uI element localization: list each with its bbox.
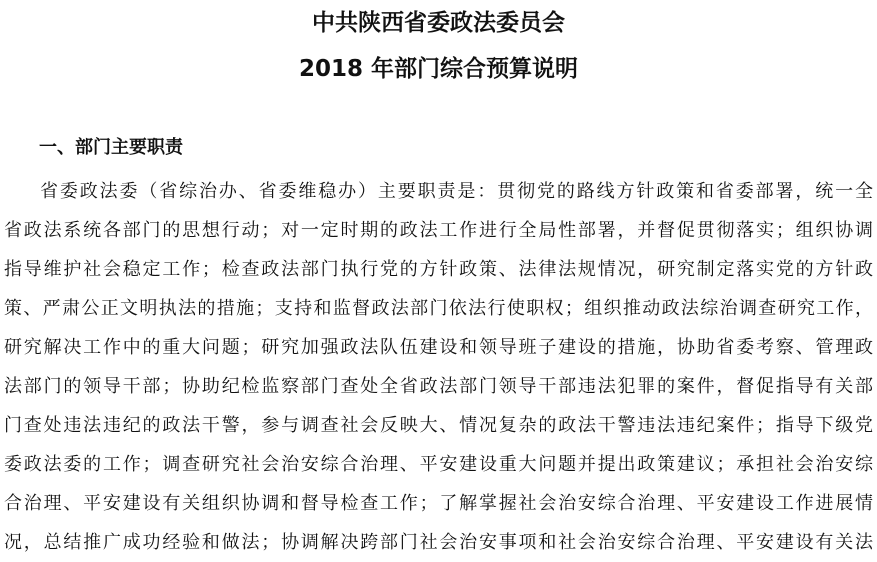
section-heading: 一、部门主要职责 (39, 137, 183, 158)
body-paragraph (0, 172, 877, 562)
document-title: 中共陕西省委政法委员会 (312, 10, 565, 36)
paragraph-line: 省政法系统各部门的思想行动；对一定时期的政法工作进行全局性部署，并督促贯彻落实；组织协调 (4, 220, 873, 241)
paragraph-line: 策、严肃公正文明执法的措施；支持和监督政法部门依法行使职权；组织推动政法综治调查研究工作， (4, 298, 873, 319)
paragraph-line: 指导维护社会稳定工作；检查政法部门执行党的方针政策、法律法规情况，研究制定落实党的方针政 (4, 259, 873, 280)
paragraph-line: 门查处违法违纪的政法干警，参与调查社会反映大、情况复杂的政法干警违法违纪案件；指导下级党 (4, 415, 873, 436)
document-subtitle: 2018 年部门综合预算说明 (298, 56, 579, 82)
paragraph-line: 合治理、平安建设有关组织协调和督导检查工作；了解掌握社会治安综合治理、平安建设工作进展情 (4, 493, 873, 514)
paragraph-line: 法部门的领导干部；协助纪检监察部门查处全省政法部门领导干部违法犯罪的案件，督促指导有关部 (4, 376, 873, 397)
paragraph-line: 研究解决工作中的重大问题；研究加强政法队伍建设和领导班子建设的措施，协助省委考察、管理政 (4, 337, 873, 358)
paragraph-line: 委政法委的工作；调查研究社会治安综合治理、平安建设重大问题并提出政策建议；承担社会治安综 (4, 454, 873, 475)
paragraph-line: 省委政法委（省综治办、省委维稳办）主要职责是：贯彻党的路线方针政策和省委部署，统一全 (40, 181, 873, 202)
paragraph-line: 况，总结推广成功经验和做法；协调解决跨部门社会治安事项和社会治安综合治理、平安建设有关法 (4, 532, 873, 553)
